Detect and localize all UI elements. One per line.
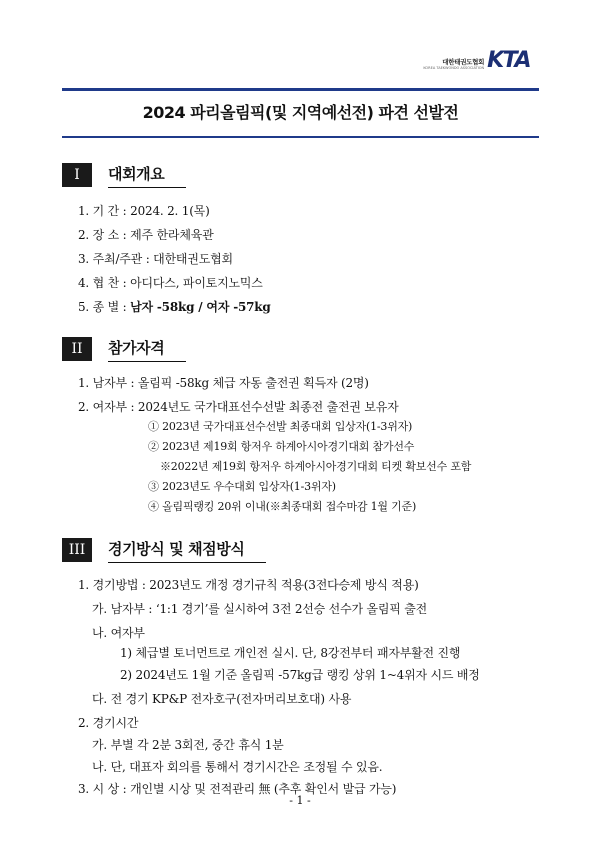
logo-text-block [423, 57, 484, 70]
s3-method-women-2: 2) 2024년도 1월 기준 올림픽 -57kg급 랭킹 상위 1~4위자 시드 배정 [120, 668, 480, 682]
s1-venue: 2. 장 소 : 제주 한라체육관 [78, 228, 214, 242]
section-3-header [62, 538, 266, 562]
s1-event [78, 298, 271, 315]
title-bar [62, 88, 539, 138]
s3-time-note: 나. 단, 대표자 회의를 통해서 경기시간은 조정될 수 있음. [92, 760, 383, 774]
s2-women-item-1: ① 2023년 국가대표선수선발 최종대회 입상자(1-3위자) [148, 420, 413, 433]
s1-period: 1. 기 간 : 2024. 2. 1(목) [78, 204, 210, 218]
s1-organizer: 3. 주최/주관 : 대한태권도협회 [78, 252, 233, 266]
logo-org-korean: 대한태권도협회 [442, 58, 485, 66]
section-1-number: I [62, 163, 92, 187]
section-1-title: 대회개요 [108, 163, 186, 188]
s2-women-item-2: ② 2023년 제19회 항저우 하계아시아경기대회 참가선수 [148, 440, 415, 453]
s1-sponsor: 4. 협 찬 : 아디다스, 파이토지노믹스 [78, 276, 263, 290]
s3-method: 1. 경기방법 : 2023년도 개정 경기규칙 적용(3전다승제 방식 적용) [78, 578, 419, 592]
s3-time-rounds: 가. 부별 각 2분 3회전, 중간 휴식 1분 [92, 738, 284, 752]
s3-time: 2. 경기시간 [78, 716, 139, 730]
s3-method-equipment: 다. 전 경기 KP&P 전자호구(전자머리보호대) 사용 [92, 692, 352, 706]
kta-logo [423, 50, 530, 72]
section-3-title: 경기방식 및 채점방식 [108, 538, 266, 563]
document-title: 2024 파리올림픽(및 지역예선전) 파견 선발전 [142, 103, 459, 122]
section-2-title: 참가자격 [108, 337, 186, 362]
s2-women: 2. 여자부 : 2024년도 국가대표선수선발 최종전 출전권 보유자 [78, 400, 399, 414]
title-rule-bottom [62, 136, 539, 138]
section-2-number: II [62, 337, 92, 361]
section-3-number: III [62, 538, 92, 562]
logo-mark: KTA [487, 48, 530, 73]
logo-org-english: KOREA TAEKWONDO ASSOCIATION [423, 66, 485, 70]
s3-method-men: 가. 남자부 : ‘1:1 경기’를 실시하여 3전 2선승 선수가 올림픽 출전 [92, 602, 428, 616]
s2-women-item-3: ③ 2023년도 우수대회 입상자(1-3위자) [148, 480, 336, 493]
s3-method-women: 나. 여자부 [92, 626, 145, 640]
s3-method-women-1: 1) 체급별 토너먼트로 개인전 실시. 단, 8강전부터 패자부활전 진행 [120, 646, 461, 660]
page-number: - 1 - [289, 794, 311, 807]
section-1-header [62, 163, 186, 187]
s2-women-item-4: ④ 올림픽랭킹 20위 이내(※최종대회 접수마감 1월 기준) [148, 500, 417, 513]
s3-award: 3. 시 상 : 개인별 시상 및 전적관리 無 (추후 확인서 발급 가능) [78, 782, 397, 796]
s1-event-label: 5. 종 별 : [78, 300, 131, 314]
s2-men: 1. 남자부 : 올림픽 -58kg 체급 자동 출전권 획득자 (2명) [78, 376, 369, 390]
s2-women-item-2-note: ※2022년 제19회 항저우 하계아시아경기대회 티켓 확보선수 포함 [160, 460, 472, 473]
section-2-header [62, 337, 186, 361]
s1-event-value: 남자 -58kg / 여자 -57kg [130, 300, 271, 314]
title-rule-top [62, 88, 539, 91]
